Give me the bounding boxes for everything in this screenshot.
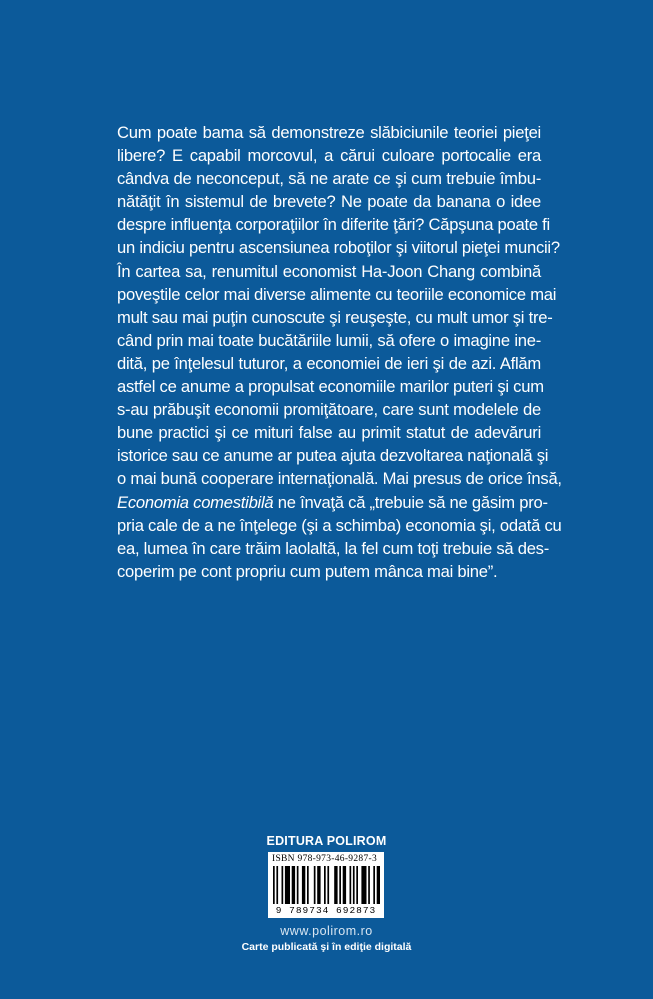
blurb-line: un indiciu pentru ascensiunea roboţilor şi viitorul pieţei muncii? xyxy=(117,238,560,258)
blurb-text xyxy=(117,121,562,583)
publisher-name: EDITURA POLIROM xyxy=(266,834,387,848)
blurb-line: pria cale de a ne înţelege (şi a schimba) economia şi, odată cu xyxy=(117,515,562,535)
blurb-line: dită, pe înţelesul tuturor, a economiei de ieri şi de azi. Aflăm xyxy=(117,353,541,373)
blurb-line: Cum poate bama să demonstreze slăbiciunile teoriei pieţei xyxy=(117,123,541,142)
blurb-line: ea, lumea în care trăim laolaltă, la fel cum toţi trebuie să des- xyxy=(117,538,549,558)
publisher-website: www.polirom.ro xyxy=(280,924,373,938)
barcode-icon xyxy=(272,866,380,906)
blurb-line: s-au prăbuşit economii promiţătoare, care sunt modelele de xyxy=(117,400,541,420)
book-title: Economia comestibilă xyxy=(117,492,274,512)
blurb-line: când prin mai toate bucătăriile lumii, să ofere o imagine ine- xyxy=(117,330,541,350)
isbn-text: ISBN 978-973-46-9287-3 xyxy=(272,854,378,864)
blurb-line: despre influenţa corporaţiilor în diferite ţări? Căpşuna poate fi xyxy=(117,215,550,235)
blurb-line: astfel ce anume a propulsat economiile marilor puteri şi cum xyxy=(117,377,544,397)
blurb-line-rest: ne învaţă că „trebuie să ne găsim pro- xyxy=(273,492,548,512)
blurb-line: mult sau mai puţin cunoscute şi reuşeşte, cu mult umor şi tre- xyxy=(117,307,553,327)
blurb-line xyxy=(117,491,548,514)
blurb-line: poveştile celor mai diverse alimente cu teoriile economice mai xyxy=(117,284,557,304)
blurb-line: o mai bună cooperare internaţională. Mai presus de orice însă, xyxy=(117,469,562,489)
blurb-line: istorice sau ce anume ar putea ajuta dezvoltarea naţională şi xyxy=(117,446,549,466)
blurb-line: libere? E capabil morcovul, a cărui culoare portocalie era xyxy=(117,146,541,166)
barcode-label xyxy=(268,852,384,918)
blurb-line: bune practici şi ce mituri false au primit statut de adevăruri xyxy=(117,423,541,443)
blurb-line: coperim pe cont propriu cum putem mânca mai bine”. xyxy=(117,561,498,581)
digital-edition-note: Carte publicată şi în ediţie digitală xyxy=(241,941,412,953)
blurb-line: În cartea sa, renumitul economist Ha-Joon Chang combină xyxy=(117,261,541,281)
blurb-line: cândva de neconceput, să ne arate ce şi cum trebuie îmbu- xyxy=(117,169,541,189)
blurb-line: nătăţit în sistemul de brevete? Ne poate da banana o idee xyxy=(117,192,541,212)
barcode-digits: 9 789734 692873 xyxy=(275,905,377,916)
